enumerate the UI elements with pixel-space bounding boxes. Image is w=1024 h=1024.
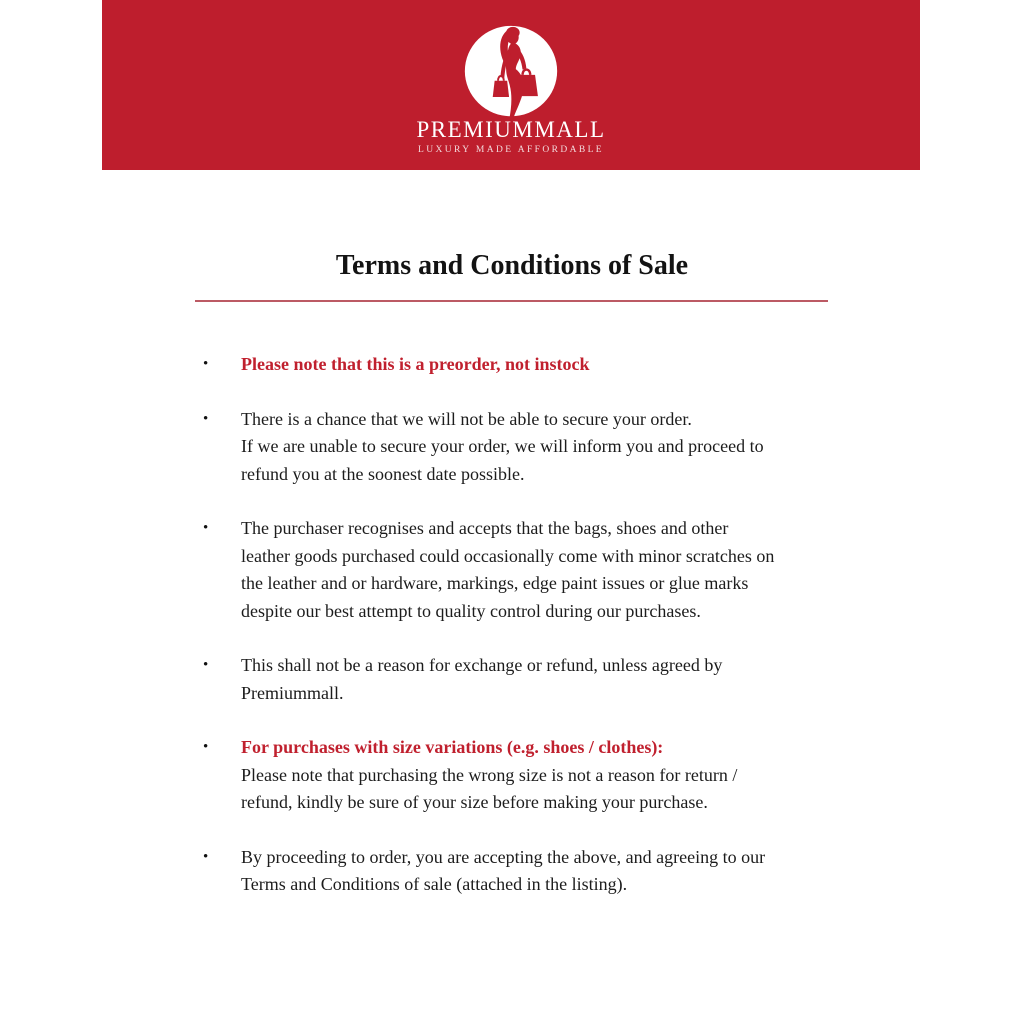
term-body: This shall not be a reason for exchange or refund, unless agreed by Premiummall. bbox=[241, 655, 723, 703]
term-text bbox=[241, 351, 863, 379]
term-item-no-refund-reason bbox=[203, 652, 863, 707]
bullet-icon: • bbox=[203, 657, 209, 673]
term-text bbox=[241, 515, 863, 625]
bullet-icon: • bbox=[203, 739, 209, 755]
term-item-minor-scratches bbox=[203, 515, 863, 625]
term-text bbox=[241, 406, 863, 489]
term-text bbox=[241, 734, 863, 817]
term-item-acceptance bbox=[203, 844, 863, 899]
bullet-icon: • bbox=[203, 520, 209, 536]
term-item-secure-order bbox=[203, 406, 863, 489]
woman-with-shopping-bags-icon bbox=[461, 23, 561, 123]
term-item-preorder-note bbox=[203, 351, 863, 379]
terms-list bbox=[203, 351, 863, 926]
title-divider-rule bbox=[195, 300, 828, 302]
brand-name: PREMIUMMALL bbox=[416, 117, 606, 142]
bullet-icon: • bbox=[203, 848, 209, 865]
term-lead: Please note that this is a preorder, not instock bbox=[241, 354, 590, 374]
term-item-size-variations bbox=[203, 734, 863, 817]
term-lead: For purchases with size variations (e.g. shoes / clothes): bbox=[241, 737, 664, 757]
brand-tagline: LUXURY MADE AFFORDABLE bbox=[418, 145, 604, 155]
brand-header-banner bbox=[102, 0, 920, 170]
term-text bbox=[241, 844, 863, 899]
term-body: By proceeding to order, you are accepting the above, and agreeing to our Terms and Conditions of sale (attached in the listing). bbox=[241, 846, 766, 894]
bullet-icon: • bbox=[203, 410, 209, 427]
premiummall-logo bbox=[461, 23, 561, 123]
term-body: Please note that purchasing the wrong size is not a reason for return / refund, kindly be sure of your size before making your purchase. bbox=[241, 764, 738, 812]
bullet-icon: • bbox=[203, 356, 209, 372]
term-body: The purchaser recognises and accepts that the bags, shoes and other leather goods purchased could occasionally come with minor scratches on the leather and or hardware, markings, edge paint issues or glue marks despite our best attempt to quality control during our purchases. bbox=[241, 518, 775, 621]
page-title: Terms and Conditions of Sale bbox=[335, 250, 689, 281]
term-text bbox=[241, 652, 863, 707]
term-body: There is a chance that we will not be able to secure your order. If we are unable to secure your order, we will inform you and proceed to refund you at the soonest date possible. bbox=[241, 408, 764, 484]
